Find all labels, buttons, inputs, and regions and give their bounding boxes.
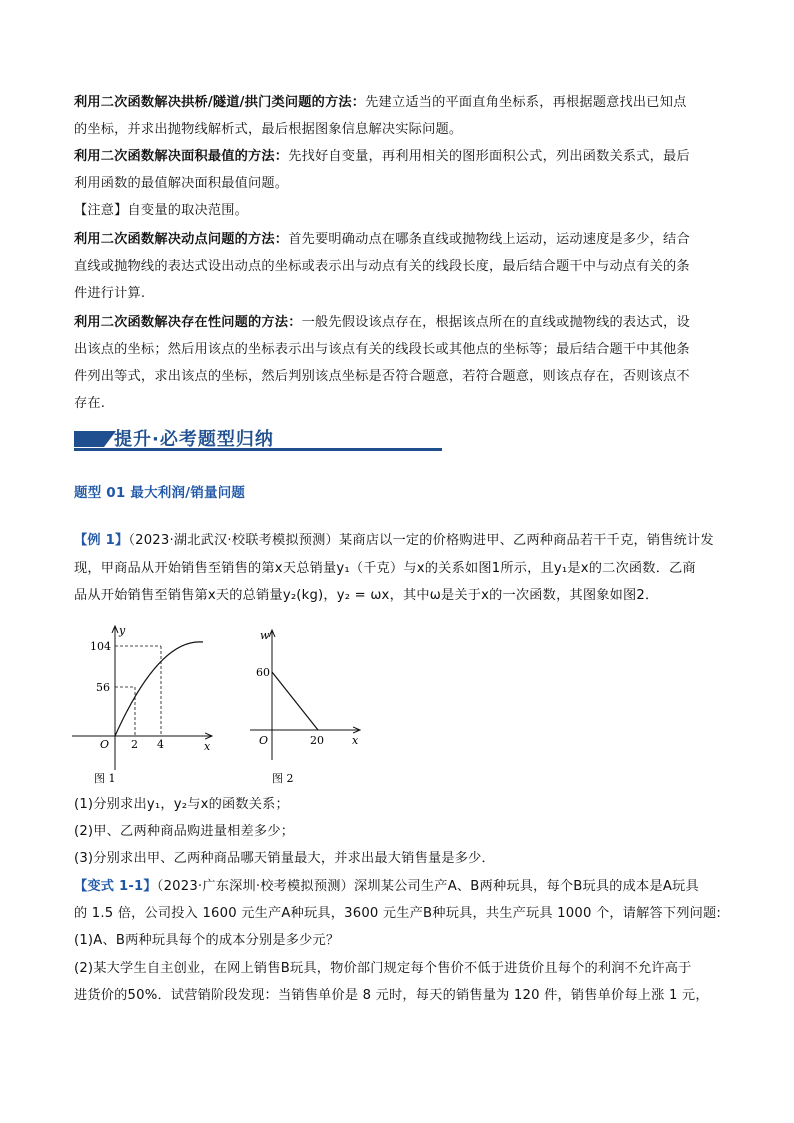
example-tag: 【例 1】 xyxy=(74,533,129,548)
method-4-paragraph xyxy=(74,310,724,337)
fig1-ytick-104: 104 xyxy=(90,640,111,653)
method-4-line-4: 存在. xyxy=(74,396,106,411)
fig1-parabola-curve xyxy=(115,642,203,736)
fig2-caption: 图 2 xyxy=(272,772,294,785)
example-question-1: (1)分别求出y₁，y₂与x的函数关系； xyxy=(74,797,289,812)
example-text-1: 某商店以一定的价格购进甲、乙两种商品若干千克，销售统计发 xyxy=(338,533,714,548)
method-4-line-3: 件列出等式，求出该点的坐标，然后判别该点坐标是否符合题意，若符合题意，则该点存在，否则该点不 xyxy=(74,369,690,384)
figure-2-graph xyxy=(246,620,376,790)
figure-1-graph xyxy=(66,620,226,790)
fig1-xtick-4: 4 xyxy=(157,738,164,751)
method-3-line-3: 件进行计算. xyxy=(74,286,146,301)
method-2-title: 利用二次函数解决面积最值的方法： xyxy=(74,149,289,164)
method-4-line-2: 出该点的坐标；然后用该点的坐标表示出与该点有关的线段长或其他点的坐标等；最后结合题干中其他条 xyxy=(74,342,690,357)
fig1-ytick-56: 56 xyxy=(96,681,110,694)
fig2-origin-label: O xyxy=(259,734,269,747)
banner-bar-decoration xyxy=(74,431,104,447)
method-2-paragraph xyxy=(74,144,724,171)
method-2-line-2: 利用函数的最值解决面积最值问题。 xyxy=(74,176,289,191)
example-question-2: (2)甲、乙两种商品购进量相差多少； xyxy=(74,824,295,839)
fig2-line-segment xyxy=(272,672,318,730)
method-1-title: 利用二次函数解决拱桥/隧道/拱门类问题的方法： xyxy=(74,95,366,110)
fig1-origin-label: O xyxy=(100,738,110,751)
variant-text-1: 深圳某公司生产A、B两种玩具，每个B玩具的成本是A玩具 xyxy=(353,879,699,894)
method-1-line-2: 的坐标，并求出抛物线解析式，最后根据图象信息解决实际问题。 xyxy=(74,122,463,137)
method-1-paragraph xyxy=(74,90,724,117)
method-4-title: 利用二次函数解决存在性问题的方法： xyxy=(74,315,302,330)
example-1-line-1 xyxy=(74,528,724,555)
fig1-x-label: x xyxy=(204,740,211,753)
note-text: 【注意】自变量的取决范围。 xyxy=(74,203,249,218)
method-3-title: 利用二次函数解决动点问题的方法： xyxy=(74,232,289,247)
variant-1-1-line-1 xyxy=(74,874,724,901)
section-title: 题型 01 最大利润/销量问题 xyxy=(74,485,246,501)
fig1-y-label: y xyxy=(119,624,126,637)
fig2-x-label: x xyxy=(352,734,359,747)
method-4-text-1: 一般先假设该点存在，根据该点所在的直线或抛物线的表达式，设 xyxy=(301,315,690,330)
method-1-text-1: 先建立适当的平面直角坐标系，再根据题意找出已知点 xyxy=(365,95,687,110)
fig1-xtick-2: 2 xyxy=(131,738,138,751)
variant-question-1: (1)A、B两种玩具每个的成本分别是多少元？ xyxy=(74,933,340,948)
variant-source: （2023·广东深圳·校考模拟预测） xyxy=(156,879,354,894)
example-1-line-3: 品从开始销售至销售第x天的总销量y₂(kg)，y₂ = ωx，其中ω是关于x的一次函数，其图象如图2． xyxy=(74,588,659,603)
example-question-3: (3)分别求出甲、乙两种商品哪天销量最大，并求出最大销售量是多少． xyxy=(74,851,495,866)
example-source: （2023·湖北武汉·校联考模拟预测） xyxy=(128,533,339,548)
banner-title: 提升·必考题型归纳 xyxy=(114,429,274,450)
fig2-xtick-20: 20 xyxy=(310,734,324,747)
section-banner xyxy=(74,425,442,451)
fig1-caption: 图 1 xyxy=(94,772,116,785)
method-3-paragraph xyxy=(74,227,724,254)
fig2-y-label: w xyxy=(260,629,270,642)
variant-question-2-line-1: (2)某大学生自主创业，在网上销售B玩具，物价部门规定每个售价不低于进货价且每个的利润不允许高于 xyxy=(74,961,692,976)
variant-question-2-line-2: 进货价的50%．试营销阶段发现：当销售单价是 8 元时，每天的销售量为 120 件，销售单价每上涨 1 元， xyxy=(74,988,709,1003)
example-1-line-2: 现，甲商品从开始销售至销售的第x天总销量y₁（千克）与x的关系如图1所示，且y₁是x的二次函数．乙商 xyxy=(74,561,696,576)
method-2-text-1: 先找好自变量，再利用相关的图形面积公式，列出函数关系式，最后 xyxy=(288,149,690,164)
variant-1-1-line-2: 的 1.5 倍，公司投入 1600 元生产A种玩具，3600 元生产B种玩具，共生产玩具 1000 个，请解答下列问题: xyxy=(74,906,722,921)
method-3-line-2: 直线或抛物线的表达式设出动点的坐标或表示出与动点有关的线段长度，最后结合题干中与动点有关的条 xyxy=(74,259,690,274)
method-3-text-1: 首先要明确动点在哪条直线或抛物线上运动，运动速度是多少，结合 xyxy=(288,232,690,247)
fig2-ytick-60: 60 xyxy=(256,666,270,679)
variant-tag: 【变式 1-1】 xyxy=(74,879,157,894)
